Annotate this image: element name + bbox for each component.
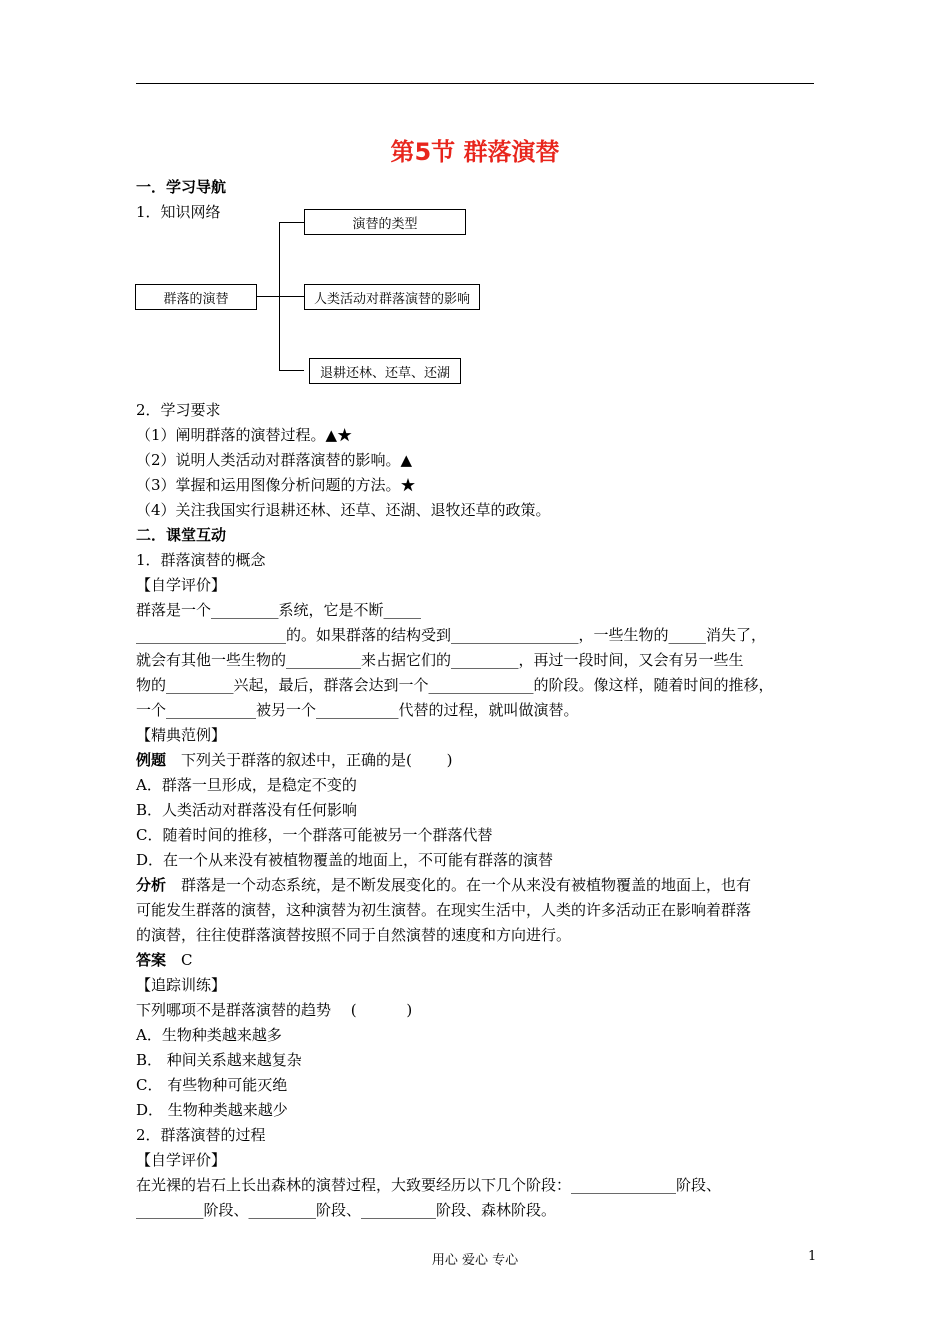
training-option: D． 生物种类越来越少 <box>136 1101 288 1119</box>
tag-tracking-training: 【追踪训练】 <box>136 976 227 994</box>
requirement-item: （4）关注我国实行退耕还林、还草、还湖、退牧还草的政策。 <box>136 501 551 519</box>
fill-in-line: ____________________的。如果群落的结构受到_________________，一些生物的_____消失了， <box>136 626 767 644</box>
diagram-box-types: 演替的类型 <box>304 209 466 235</box>
section-2-heading: 二．课堂互动 <box>136 526 227 544</box>
training-option: B． 种间关系越来越复杂 <box>136 1051 302 1069</box>
subsection-process: 2．群落演替的过程 <box>136 1126 266 1144</box>
analysis-text: 群落是一个动态系统，是不断发展变化的。在一个从来没有被植物覆盖的地面上，也有 <box>166 876 752 894</box>
diagram-root-box: 群落的演替 <box>135 284 257 310</box>
fill-in-line: 群落是一个_________系统，它是不断_____ <box>136 601 422 619</box>
analysis-line: 的演替，往往使群落演替按照不同于自然演替的速度和方向进行。 <box>136 926 572 944</box>
section-1-heading: 一．学习导航 <box>136 178 227 196</box>
header-rule <box>136 83 814 84</box>
subsection-knowledge-network: 1．知识网络 <box>136 203 221 221</box>
example-option: C．随着时间的推移，一个群落可能被另一个群落代替 <box>136 826 493 844</box>
diagram-branch-1 <box>279 222 304 223</box>
fill-in-line: 就会有其他一些生物的__________来占据它们的_________，再过一段时间，又会有另一些生 <box>136 651 744 669</box>
training-option: A．生物种类越来越多 <box>136 1026 282 1044</box>
example-question <box>136 750 453 770</box>
tag-self-study: 【自学评价】 <box>136 576 227 594</box>
diagram-box-return-farmland: 退耕还林、还草、还湖 <box>309 358 461 384</box>
fill-in-line: 一个____________被另一个___________代替的过程，就叫做演替。 <box>136 701 579 719</box>
fill-in-line: 在光裸的岩石上长出森林的演替过程，大致要经历以下几个阶段：______________阶段、 <box>136 1176 722 1194</box>
subsection-concept: 1．群落演替的概念 <box>136 551 266 569</box>
diagram-branch-2 <box>279 296 304 297</box>
fill-in-line: _________阶段、_________阶段、__________阶段、森林阶段。 <box>136 1201 557 1219</box>
example-option: A．群落一旦形成，是稳定不变的 <box>136 776 357 794</box>
example-question-text: 下列关于群落的叙述中，正确的是( ) <box>166 751 453 769</box>
example-option: D．在一个从来没有被植物覆盖的地面上，不可能有群落的演替 <box>136 851 554 869</box>
diagram-branch-3 <box>279 370 304 371</box>
requirement-item: （3）掌握和运用图像分析问题的方法。★ <box>136 476 416 494</box>
tag-example: 【精典范例】 <box>136 726 227 744</box>
fill-in-line: 物的_________兴起，最后，群落会达到一个______________的阶段。像这样，随着时间的推移， <box>136 676 774 694</box>
footer-text: 用心 爱心 专心 <box>431 1253 519 1268</box>
tag-self-study: 【自学评价】 <box>136 1151 227 1169</box>
requirement-item: （2）说明人类活动对群落演替的影响。▲ <box>136 451 413 469</box>
subsection-requirements: 2．学习要求 <box>136 401 221 419</box>
answer-value: C <box>166 951 193 969</box>
analysis-label: 分析 <box>136 876 167 894</box>
answer-label: 答案 <box>136 951 167 969</box>
requirement-item: （1）阐明群落的演替过程。▲★ <box>136 426 353 444</box>
training-option: C． 有些物种可能灭绝 <box>136 1076 288 1094</box>
diagram-connector <box>257 296 279 297</box>
example-label: 例题 <box>136 751 167 769</box>
diagram-box-human-impact: 人类活动对群落演替的影响 <box>304 284 480 310</box>
analysis-line <box>136 875 751 895</box>
training-question: 下列哪项不是群落演替的趋势 ( ) <box>136 1001 413 1019</box>
page-title: 第5节 群落演替 <box>390 138 560 166</box>
example-option: B．人类活动对群落没有任何影响 <box>136 801 358 819</box>
answer-line <box>136 950 193 970</box>
page-number: 1 <box>808 1249 817 1264</box>
analysis-line: 可能发生群落的演替，这种演替为初生演替。在现实生活中，人类的许多活动正在影响着群落 <box>136 901 752 919</box>
